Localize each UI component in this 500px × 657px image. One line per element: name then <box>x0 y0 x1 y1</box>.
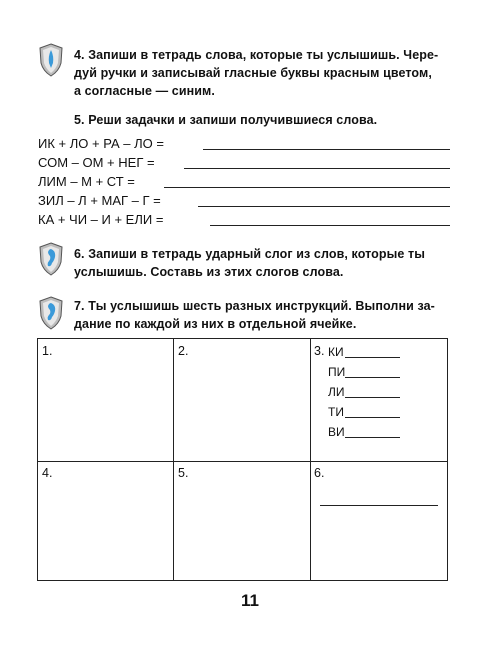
task4-line3: а согласные — синим. <box>74 84 215 98</box>
task6-text <box>74 245 454 281</box>
answer-line[interactable] <box>203 149 450 150</box>
task7-line1: 7. Ты услышишь шесть разных инструкций. Выполни за- <box>74 299 435 313</box>
page-number: 11 <box>241 591 259 610</box>
equation-text: ИК + ЛО + РА – ЛО = <box>38 136 164 151</box>
task4-line1: 4. Запиши в тетрадь слова, которые ты услышишь. Чере- <box>74 48 439 62</box>
task6-line2: услышишь. Составь из этих слогов слова. <box>74 265 344 279</box>
equation-text: ЛИМ – М + СТ = <box>38 174 135 189</box>
syllable-pi: ПИ <box>328 365 346 379</box>
syllable-answer-line[interactable] <box>345 417 400 418</box>
syllable-answer-line[interactable] <box>345 357 400 358</box>
answer-line[interactable] <box>198 206 450 207</box>
task5-title: 5. Реши задачки и запиши получившиеся слова. <box>74 113 378 127</box>
syllable-vi: ВИ <box>328 425 345 439</box>
shield-pen-icon <box>38 43 64 77</box>
task6-line1: 6. Запиши в тетрадь ударный слог из слов, которые ты <box>74 247 426 261</box>
equation-row <box>38 136 450 153</box>
answer-line[interactable] <box>164 187 450 188</box>
cell-label-3: 3. <box>314 344 325 358</box>
equation-row <box>38 193 450 210</box>
syllable-answer-line[interactable] <box>345 377 400 378</box>
grid-divider <box>310 339 311 580</box>
grid-divider <box>38 461 447 462</box>
equation-text: КА + ЧИ – И + ЕЛИ = <box>38 212 164 227</box>
grid-divider <box>173 339 174 580</box>
task7-text <box>74 297 454 333</box>
syllable-answer-line[interactable] <box>345 397 400 398</box>
answer-line[interactable] <box>184 168 450 169</box>
equation-text: ЗИЛ – Л + МАГ – Г = <box>38 193 161 208</box>
answer-grid <box>37 338 448 581</box>
cell-label-6: 6. <box>314 466 325 480</box>
cell-label-1: 1. <box>42 344 53 358</box>
task7-line2: дание по каждой из них в отдельной ячейке. <box>74 317 357 331</box>
cell-label-4: 4. <box>42 466 53 480</box>
syllable-li: ЛИ <box>328 385 345 399</box>
answer-line[interactable] <box>210 225 450 226</box>
syllable-ki: КИ <box>328 345 344 359</box>
equation-text: СОМ – ОМ + НЕГ = <box>38 155 155 170</box>
task4-line2: дуй ручки и записывай гласные буквы красным цветом, <box>74 66 432 80</box>
shield-ear-icon <box>38 242 64 276</box>
cell6-answer-line[interactable] <box>320 505 438 506</box>
equation-row <box>38 174 450 191</box>
cell-label-5: 5. <box>178 466 189 480</box>
equation-row <box>38 155 450 172</box>
syllable-ti: ТИ <box>328 405 344 419</box>
shield-ear-icon <box>38 296 64 330</box>
syllable-answer-line[interactable] <box>345 437 400 438</box>
cell-label-2: 2. <box>178 344 189 358</box>
task4-text <box>74 46 454 100</box>
equation-row <box>38 212 450 229</box>
